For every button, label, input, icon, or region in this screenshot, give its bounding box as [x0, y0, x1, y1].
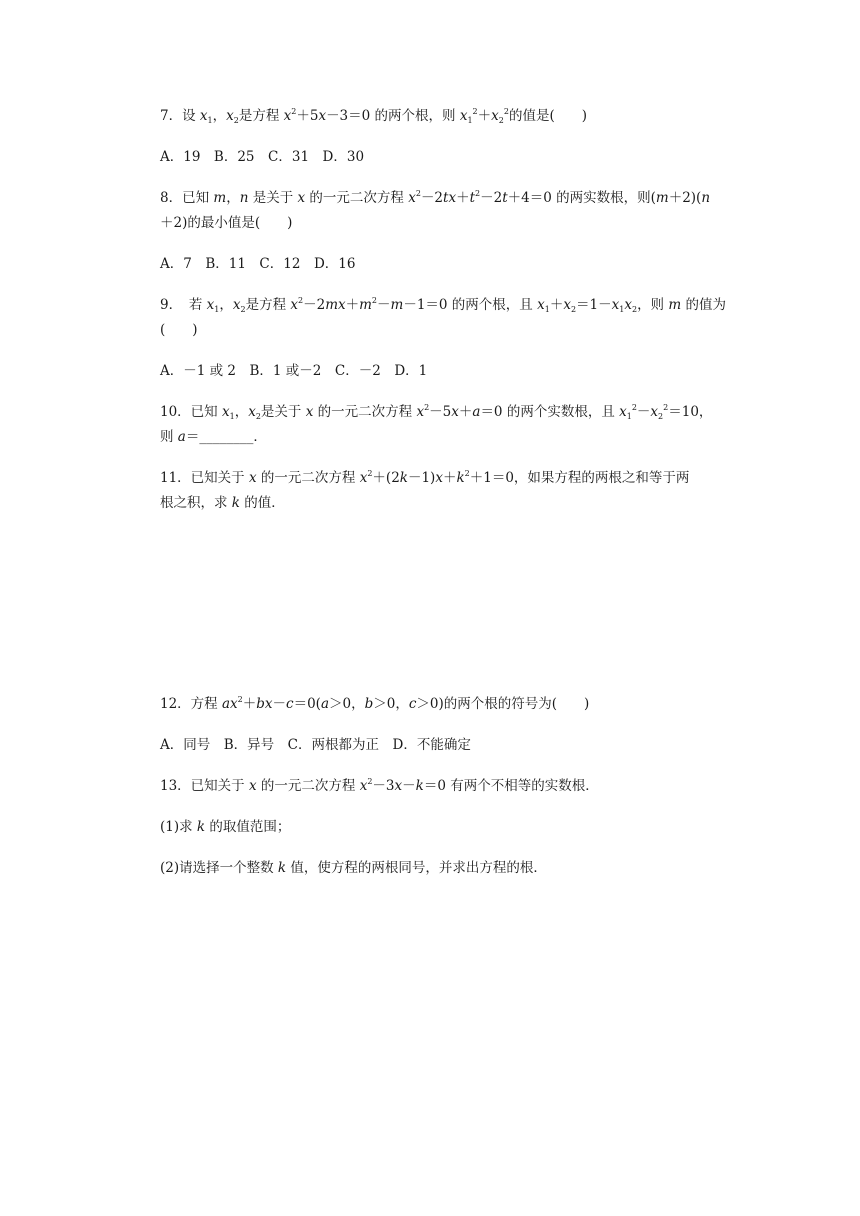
- question-9-stem-line1: 9． 若 $x_1$，$x_2$是方程 $x^2-2mx+m^2-m-1=0$ 的两个根，且 $x_1+x_2=1-x_1x_2$，则 m 的值为: [160, 296, 726, 314]
- question-12-stem: 12．方程 $ax^2+bx-c=0(a>0$，b＞0，c＞0)的两个根的符号为( ): [160, 695, 590, 712]
- question-8-stem-line1: 8．已知 m，n 是关于 x 的一元二次方程 $x^2-2tx+t^2-2t+4=0$ 的两实数根，则(m＋2)(n: [160, 189, 711, 206]
- question-9-options: A．－1 或 2 B．1 或－2 C．－2 D．1: [160, 363, 428, 379]
- question-10-stem-line2: 则 a＝________．: [160, 429, 267, 445]
- question-11-stem-line1: 11．已知关于 x 的一元二次方程 $x^2+(2k-1)x+k^2+1=0$，如果方程的两根之和等于两: [160, 469, 690, 486]
- question-7-options: A．19 B．25 C．31 D．30: [160, 149, 365, 165]
- question-7-stem: 7．设 $x_1$，$x_2$是方程 $x^2+5x-3=0$ 的两个根，则 $x_1^2+x_2^2$的值是( ): [160, 107, 587, 125]
- question-13-part-2: (2)请选择一个整数 k 值，使方程的两根同号，并求出方程的根．: [160, 860, 547, 876]
- question-9-stem-line2: ( ): [160, 322, 198, 338]
- question-8-options: A．7 B．11 C．12 D．16: [160, 256, 356, 272]
- question-13-stem: 13．已知关于 x 的一元二次方程 $x^2-3x-k=0$ 有两个不相等的实数根．: [160, 777, 599, 794]
- question-13-part-1: (1)求 k 的取值范围；: [160, 819, 291, 835]
- question-8-stem-line2: ＋2)的最小值是( ): [160, 215, 293, 231]
- question-11-stem-line2: 根之积，求 k 的值．: [160, 495, 285, 511]
- question-10-stem-line1: 10．已知 $x_1$，$x_2$是关于 x 的一元二次方程 $x^2-5x+a=0$ 的两个实数根，且 $x_1^2-x_2^2=10$，: [160, 403, 713, 421]
- question-12-options: A．同号 B．异号 C．两根都为正 D．不能确定: [160, 737, 471, 753]
